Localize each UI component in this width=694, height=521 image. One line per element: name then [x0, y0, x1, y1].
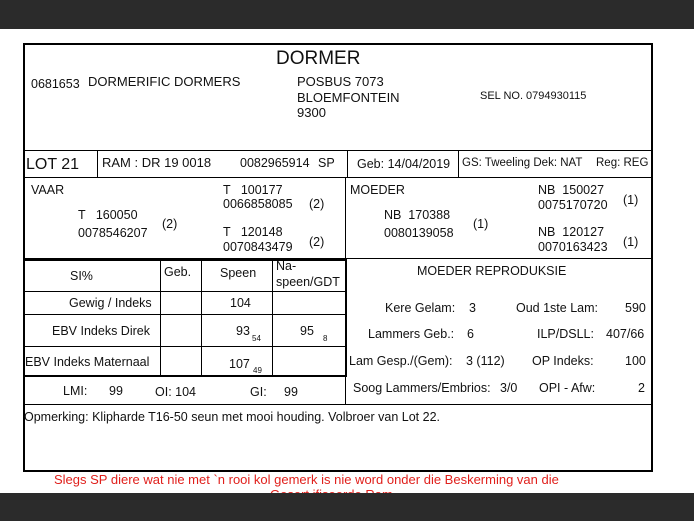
sire-id: 0078546207	[78, 226, 148, 240]
remark-text: Opmerking: Klipharde T16-50 seun met mooi houding. Volbroer van Lot 22.	[24, 410, 440, 424]
address-line-2: BLOEMFONTEIN	[297, 90, 400, 105]
dam-dam-count: (1)	[623, 235, 639, 249]
oud-label: Oud 1ste Lam:	[516, 301, 598, 315]
dam-dam-id: 0070163423	[538, 240, 608, 254]
op-value: 100	[625, 354, 646, 368]
vaar-label: VAAR	[31, 183, 65, 197]
rule-lot	[23, 177, 653, 178]
owner-id: 0681653	[31, 77, 80, 91]
lot-sep-2	[347, 150, 348, 177]
footer-warning: Slegs SP diere wat nie met `n rooi kol gemerk is nie word onder die Beskerming van die	[54, 472, 559, 487]
ilp-label: ILP/DSLL:	[537, 327, 594, 341]
card-border-top	[23, 43, 653, 45]
idx-header-si: SI%	[70, 269, 93, 283]
idx-header-geb: Geb.	[164, 265, 192, 279]
sire-sire-count: (2)	[309, 197, 325, 211]
sire-sire-tag: T 100177	[223, 183, 283, 197]
idx-row-label-maternaal: EBV Indeks Maternaal	[25, 355, 150, 369]
sire-dam-tag: T 120148	[223, 225, 283, 239]
owner-name: DORMERIFIC DORMERS	[88, 74, 241, 89]
lmi-value: 99	[109, 384, 123, 398]
idx-header-speen-gdt: speen/GDT	[276, 275, 340, 289]
lot-id: 0082965914	[240, 156, 310, 170]
idx-row-2	[23, 314, 347, 315]
moeder-label: MOEDER	[350, 183, 405, 197]
idx-row-3	[23, 346, 347, 347]
ilp-value: 407/66	[606, 327, 645, 341]
lot-sep-3	[458, 150, 459, 177]
address-line-1: POSBUS 7073	[297, 74, 384, 89]
dam-sire-tag: NB 150027	[538, 183, 605, 197]
oi-value: OI: 104	[155, 385, 196, 399]
sp-flag: SP	[318, 156, 335, 170]
lot-sep-1	[97, 150, 98, 177]
sire-tag: T 160050	[78, 208, 138, 222]
kere-value: 3	[469, 301, 476, 315]
idx-maternaal-speen: 107	[229, 357, 250, 371]
dam-dam-tag: NB 120127	[538, 225, 605, 239]
idx-direk-speen: 93	[236, 324, 250, 338]
oud-value: 590	[625, 301, 646, 315]
breed-title: DORMER	[276, 48, 361, 69]
idx-row-1	[23, 291, 347, 292]
dam-sire-count: (1)	[623, 193, 639, 207]
idx-header-speen: Speen	[220, 266, 257, 280]
kere-label: Kere Gelam:	[385, 301, 456, 315]
gs-dek: GS: Tweeling Dek: NAT	[462, 157, 583, 169]
gi-value: 99	[284, 385, 298, 399]
address-line-3: 9300	[297, 105, 326, 120]
sire-dam-id: 0070843479	[223, 240, 293, 254]
birth-date: Geb: 14/04/2019	[357, 157, 451, 171]
bottom-dark-bar	[0, 493, 694, 521]
idx-row-label-gewig: Gewig / Indeks	[69, 296, 152, 310]
idx-col-3	[272, 259, 273, 376]
idx-direk-na-sub: 8	[323, 334, 328, 343]
rule-header	[23, 150, 653, 151]
reg-status: Reg: REG	[596, 157, 649, 169]
repro-title: MOEDER REPRODUKSIE	[417, 264, 567, 278]
dam-sire-id: 0075170720	[538, 198, 608, 212]
ram-label: RAM : DR 19 0018	[102, 155, 212, 170]
sire-count: (2)	[162, 217, 178, 231]
dam-count: (1)	[473, 217, 489, 231]
dam-id: 0080139058	[384, 226, 454, 240]
idx-direk-speen-sub: 54	[252, 334, 261, 343]
dam-tag: NB 170388	[384, 208, 451, 222]
gesp-value: 3 (112)	[466, 354, 505, 368]
lammers-value: 6	[467, 327, 474, 341]
idx-row-label-direk: EBV Indeks Direk	[52, 324, 150, 338]
idx-col-1	[160, 259, 161, 376]
lot-label: LOT 21	[26, 156, 80, 173]
idx-direk-na: 95	[300, 324, 314, 338]
idx-gewig-speen: 104	[230, 296, 251, 310]
soog-value: 3/0	[500, 381, 518, 395]
lmi-label: LMI:	[63, 384, 88, 398]
idx-outer-top	[23, 259, 347, 261]
sire-sire-id: 0066858085	[223, 197, 293, 211]
top-dark-bar	[0, 0, 694, 29]
gi-label: GI:	[250, 385, 267, 399]
rule-remark	[23, 404, 653, 405]
idx-header-na: Na-	[276, 259, 297, 273]
opi-label: OPI - Afw:	[539, 381, 596, 395]
idx-outer-bottom	[23, 375, 347, 377]
op-label: OP Indeks:	[532, 354, 594, 368]
idx-maternaal-speen-sub: 49	[253, 366, 262, 375]
idx-col-2	[201, 259, 202, 376]
sel-number: SEL NO. 0794930115	[480, 90, 587, 102]
sire-dam-count: (2)	[309, 235, 325, 249]
soog-label: Soog Lammers/Embrios:	[353, 381, 491, 395]
opi-value: 2	[638, 381, 645, 395]
idx-outer-right	[345, 259, 347, 376]
lammers-label: Lammers Geb.:	[368, 327, 455, 341]
gesp-label: Lam Gesp./(Gem):	[349, 354, 453, 368]
